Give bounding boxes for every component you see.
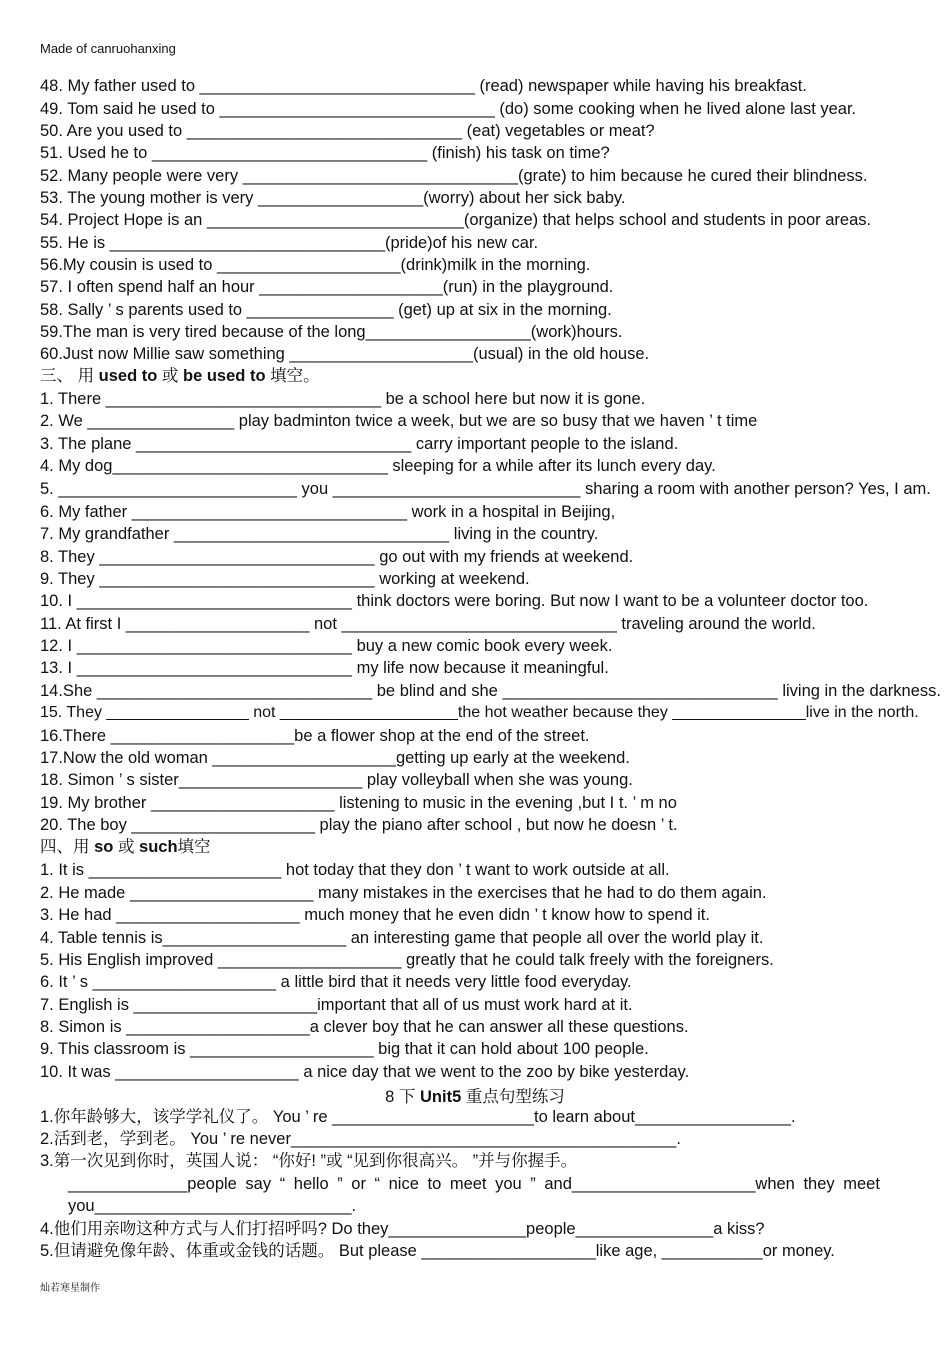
translation-5: 5.但请避免像年龄、体重或金钱的话题。 But please ___________________like age, ___________or money. (40, 1242, 835, 1260)
page-footer: 灿若寒星制作 (40, 1283, 100, 1294)
exercise-52: 52. Many people were very ______________________________(grate) to him because he cured their blindness. (40, 167, 868, 185)
exercise-3-7: 7. My grandfather ______________________________ living in the country. (40, 525, 599, 543)
section-3-suffix: 填空。 (265, 367, 320, 385)
exercise-3-8: 8. They ______________________________ go out with my friends at weekend. (40, 548, 634, 566)
exercise-3-5: 5. __________________________ you ___________________________ sharing a room with another person? Yes, I am. (40, 480, 931, 498)
exercise-4-6: 6. It ’ s ____________________ a little bird that it needs very little food everyday. (40, 973, 632, 991)
exercise-58: 58. Sally ’ s parents used to ________________ (get) up at six in the morning. (40, 301, 612, 319)
exercise-3-4: 4. My dog______________________________ sleeping for a while after its lunch every day. (40, 457, 716, 475)
exercise-3-16: 16.There ____________________be a flower shop at the end of the street. (40, 727, 590, 745)
section-3-keyword-1: used to (98, 367, 158, 385)
section-3-prefix: 三、 用 (40, 367, 99, 385)
exercise-4-1: 1. It is _____________________ hot today that they don ’ t want to work outside at all. (40, 861, 670, 879)
exercise-3-14: 14.She ______________________________ be blind and she ______________________________ living in the darkness. (40, 682, 941, 700)
exercise-54: 54. Project Hope is an ____________________________(organize) that helps school and students in poor areas. (40, 211, 872, 229)
translation-4: 4.他们用亲吻这种方式与人们打招呼吗? Do they_______________people_______________a kiss? (40, 1220, 765, 1238)
section-4-keyword-1: so (94, 838, 114, 856)
exercise-3-9: 9. They ______________________________ working at weekend. (40, 570, 530, 588)
unit-title (0, 1083, 950, 1107)
exercise-4-2: 2. He made ____________________ many mistakes in the exercises that he had to do them again. (40, 884, 767, 902)
exercise-3-19: 19. My brother ____________________ listening to music in the evening ,but I t. ’ m no (40, 794, 677, 812)
translation-3-answer-line-1: _____________people say “ hello ” or “ nice to meet you ” and____________________when they meet (68, 1175, 880, 1193)
exercise-4-5: 5. His English improved ____________________ greatly that he could talk freely with the foreigners. (40, 951, 774, 969)
exercise-4-7: 7. English is ____________________important that all of us must work hard at it. (40, 996, 633, 1014)
exercise-49: 49. Tom said he used to ______________________________ (do) some cooking when he lived alone last year. (40, 100, 857, 118)
exercise-3-17: 17.Now the old woman ____________________getting up early at the weekend. (40, 749, 630, 767)
exercise-4-9: 9. This classroom is ____________________ big that it can hold about 100 people. (40, 1040, 649, 1058)
section-4-suffix: 填空 (177, 838, 211, 856)
exercise-48: 48. My father used to ______________________________ (read) newspaper while having his breakfast. (40, 77, 807, 95)
translation-3: 3.第一次见到你时，英国人说： “你好! ”或 “见到你很高兴。 ”并与你握手。 (40, 1152, 578, 1170)
translation-3-answer-line-2: you____________________________. (68, 1197, 357, 1215)
section-3-heading (40, 366, 944, 386)
exercise-3-20: 20. The boy ____________________ play the piano after school , but now he doesn ’ t. (40, 816, 678, 834)
exercise-3-2: 2. We ________________ play badminton twice a week, but we are so busy that we haven ’ t time (40, 412, 758, 430)
exercise-51: 51. Used he to ______________________________ (finish) his task on time? (40, 144, 610, 162)
exercise-56: 56.My cousin is used to ____________________(drink)milk in the morning. (40, 256, 591, 274)
translation-1: 1.你年龄够大，该学学礼仪了。 You ’ re ______________________to learn about_________________. (40, 1108, 796, 1126)
exercise-3-10: 10. I ______________________________ think doctors were boring. But now I want to be a volunteer doctor too. (40, 592, 869, 610)
exercise-4-4: 4. Table tennis is____________________ an interesting game that people all over the world play it. (40, 929, 764, 947)
section-4-prefix: 四、用 (40, 838, 95, 856)
exercise-3-11: 11. At first I ____________________ not ______________________________ traveling around the world. (40, 615, 816, 633)
exercise-3-12: 12. I ______________________________ buy a new comic book every week. (40, 637, 613, 655)
exercise-4-8: 8. Simon is ____________________a clever boy that he can answer all these questions. (40, 1018, 689, 1036)
exercise-3-13: 13. I ______________________________ my life now because it meaningful. (40, 659, 609, 677)
exercise-3-15: 15. They ________________ not ____________________the hot weather because they _______________live in the north. (40, 704, 919, 721)
unit-title-suffix: 重点句型练习 (461, 1088, 565, 1106)
exercise-4-10: 10. It was ____________________ a nice day that we went to the zoo by bike yesterday. (40, 1063, 690, 1081)
exercise-50: 50. Are you used to ______________________________ (eat) vegetables or meat? (40, 122, 655, 140)
exercise-57: 57. I often spend half an hour ____________________(run) in the playground. (40, 278, 614, 296)
section-4-mid: 或 (113, 838, 140, 856)
exercise-3-1: 1. There ______________________________ be a school here but now it is gone. (40, 390, 646, 408)
translation-2: 2.活到老，学到老。 You ’ re never__________________________________________. (40, 1130, 681, 1148)
exercise-59: 59.The man is very tired because of the long__________________(work)hours. (40, 323, 623, 341)
section-3-mid: 或 (157, 367, 184, 385)
section-4-keyword-2: such (139, 838, 178, 856)
section-3-keyword-2: be used to (183, 367, 266, 385)
unit-title-prefix: 8 下 (385, 1088, 420, 1106)
page-header: Made of canruohanxing (40, 41, 176, 56)
section-4-heading (40, 837, 944, 857)
exercise-3-6: 6. My father ______________________________ work in a hospital in Beijing, (40, 503, 616, 521)
exercise-60: 60.Just now Millie saw something ____________________(usual) in the old house. (40, 345, 650, 363)
unit-title-unit: Unit5 (420, 1088, 462, 1106)
exercise-3-18: 18. Simon ’ s sister____________________ play volleyball when she was young. (40, 771, 633, 789)
exercise-53: 53. The young mother is very __________________(worry) about her sick baby. (40, 189, 626, 207)
exercise-3-3: 3. The plane ______________________________ carry important people to the island. (40, 435, 679, 453)
exercise-55: 55. He is ______________________________(pride)of his new car. (40, 234, 539, 252)
exercise-4-3: 3. He had ____________________ much money that he even didn ’ t know how to spend it. (40, 906, 710, 924)
